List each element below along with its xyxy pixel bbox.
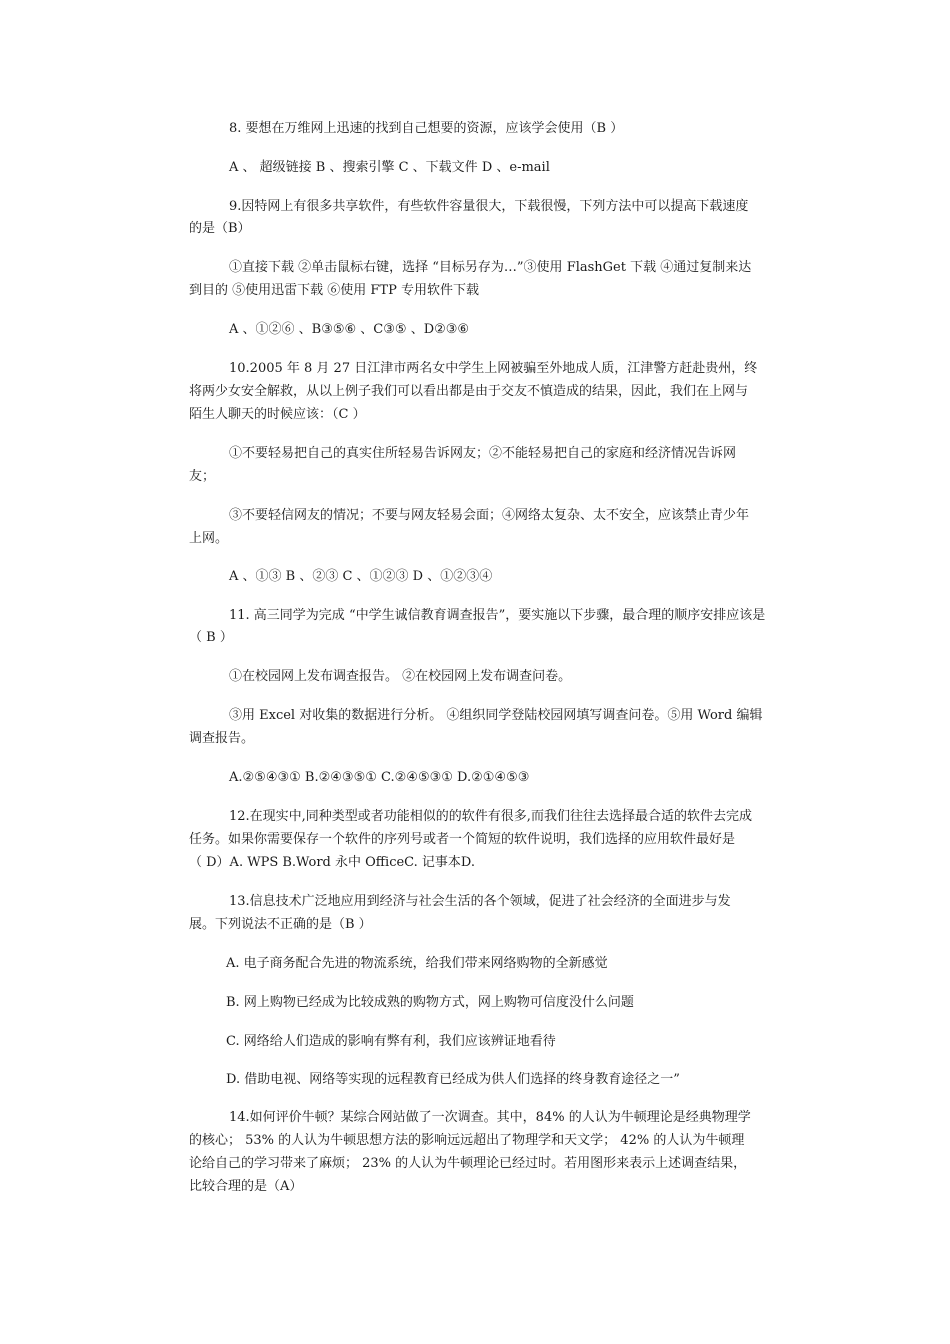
q13-option-d: D. 借助电视、网络等实现的远程教育已经成为供人们选择的终身教育途径之一” [226,1072,680,1087]
q10-options: A 、①③ B 、②③ C 、①②③ D 、①②③④ [229,569,493,584]
q14-stem-cont-3: 比较合理的是（A） [189,1179,303,1194]
q14-stem: 14.如何评价牛顿？某综合网站做了一次调查。其中，84% 的人认为牛顿理论是经典物理学 [229,1110,751,1125]
q14-stem-cont-2: 论给自己的学习带来了麻烦； 23% 的人认为牛顿理论已经过时。若用图形来表示上述调查结果， [189,1156,747,1171]
q10-stem-cont-2: 陌生人聊天的时候应该：（C ） [189,407,366,422]
q13-option-b: B. 网上购物已经成为比较成熟的购物方式，网上购物可信度没什么问题 [226,995,634,1010]
q11-options: A.②⑤④③① B.②④③⑤① C.②④⑤③① D.②①④⑤③ [229,770,530,785]
q10-items-2-cont: 上网。 [189,531,229,546]
q14-stem-cont-1: 的核心； 53% 的人认为牛顿思想方法的影响远远超出了物理学和天文学； 42% 的人认为牛顿理 [189,1133,745,1148]
q13-stem: 13.信息技术广泛地应用到经济与社会生活的各个领域，促进了社会经济的全面进步与发 [229,894,731,909]
q12-stem-cont-2: （ D）A. WPS B.Word 永中 OfficeC. 记事本D. [189,855,476,870]
q11-stem: 11. 高三同学为完成 “中学生诚信教育调查报告”，要实施以下步骤，最合理的顺序安排应该是 [229,608,766,623]
q9-options: A 、①②⑥ 、B③⑤⑥ 、C③⑤ 、D②③⑥ [229,322,470,337]
q9-items: ①直接下载 ②单击鼠标右键，选择 “目标另存为…”③使用 FlashGet 下载 ④通过复制来达 [229,260,752,275]
q10-items-1-cont: 友； [189,469,216,484]
q11-items-2-cont: 调查报告。 [189,731,255,746]
q13-stem-cont: 展。下列说法不正确的是（B ） [189,917,372,932]
q8-stem: 8. 要想在万维网上迅速的找到自己想要的资源，应该学会使用（B ） [229,121,624,136]
q10-items-2: ③不要轻信网友的情况；不要与网友轻易会面；④网络太复杂、太不安全，应该禁止青少年 [229,508,750,523]
q9-items-cont: 到目的 ⑤使用迅雷下载 ⑥使用 FTP 专用软件下载 [189,283,479,298]
q13-option-a: A. 电子商务配合先进的物流系统，给我们带来网络购物的全新感觉 [226,956,608,971]
q9-stem: 9.因特网上有很多共享软件，有些软件容量很大，下载很慢，下列方法中可以提高下载速度 [229,199,749,214]
q10-items-1: ①不要轻易把自己的真实住所轻易告诉网友；②不能轻易把自己的家庭和经济情况告诉网 [229,446,737,461]
q11-stem-cont: （ B ） [189,630,233,645]
q11-items-2: ③用 Excel 对收集的数据进行分析。 ④组织同学登陆校园网填写调查问卷。⑤用 Word 编辑 [229,708,763,723]
q12-stem-cont-1: 任务。如果你需要保存一个软件的序列号或者一个简短的软件说明，我们选择的应用软件最好是 [189,832,736,847]
q10-stem: 10.2005 年 8 月 27 日江津市两名女中学生上网被骗至外地成人质，江津警方赶赴贵州，终 [229,361,758,376]
q13-option-c: C. 网络给人们造成的影响有弊有利，我们应该辨证地看待 [226,1034,556,1049]
q12-stem: 12.在现实中,同种类型或者功能相似的的软件有很多,而我们往往去选择最合适的软件去完成 [229,809,752,824]
q9-stem-cont: 的是（B） [189,221,251,236]
q8-options: A 、 超级链接 B 、搜索引擎 C 、下载文件 D 、e-mail [229,160,550,175]
q11-items-1: ①在校园网上发布调查报告。 ②在校园网上发布调查问卷。 [229,669,572,684]
q10-stem-cont-1: 将两少女安全解救，从以上例子我们可以看出都是由于交友不慎造成的结果，因此，我们在上网与 [189,384,749,399]
